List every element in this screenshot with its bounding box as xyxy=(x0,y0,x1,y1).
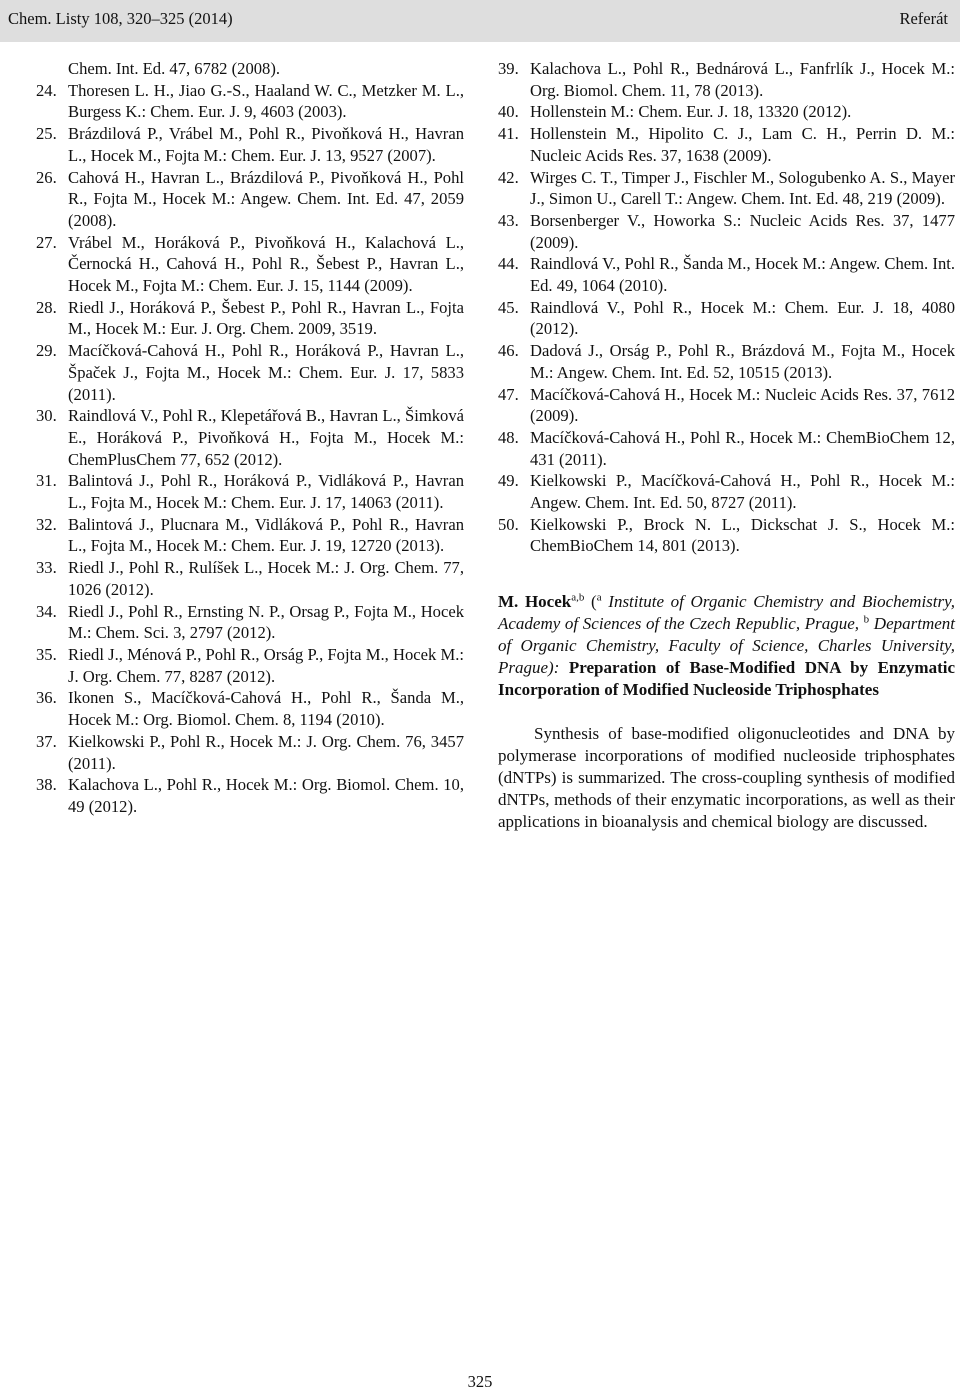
reference-number: 32. xyxy=(36,514,57,534)
reference-item xyxy=(36,58,464,80)
reference-text: Riedl J., Pohl R., Rulíšek L., Hocek M.: J. Org. Chem. 77, 1026 (2012). xyxy=(68,558,464,599)
reference-number: 33. xyxy=(36,558,57,578)
reference-text: Riedl J., Ménová P., Pohl R., Orság P., Fojta M., Hocek M.: J. Org. Chem. 77, 8287 (2012). xyxy=(68,644,464,686)
page-number: 325 xyxy=(467,1372,493,1391)
abstract-author: M. Hocek xyxy=(498,592,572,612)
reference-number: 49. xyxy=(498,471,519,491)
reference-number: 45. xyxy=(498,297,519,317)
reference-item xyxy=(36,557,464,600)
reference-text: Kalachova L., Pohl R., Bednárová L., Fanfrlík J., Hocek M.: Org. Biomol. Chem. 11, 78 (2013). xyxy=(530,59,955,100)
reference-number: 40. xyxy=(498,102,519,122)
section-label: Referát xyxy=(899,9,948,28)
reference-item xyxy=(36,297,464,340)
reference-number: 35. xyxy=(36,644,57,664)
reference-number: 43. xyxy=(498,210,519,230)
author-superscript: a,b xyxy=(571,591,585,604)
reference-text: Dadová J., Orság P., Pohl R., Brázdová M., Fojta M., Hocek M.: Angew. Chem. Int. Ed. 52, 10515 (2013). xyxy=(530,341,955,382)
reference-text: Chem. Int. Ed. 47, 6782 (2008). xyxy=(68,59,281,78)
reference-text: Kalachova L., Pohl R., Hocek M.: Org. Biomol. Chem. 10, 49 (2012). xyxy=(68,775,464,816)
reference-item xyxy=(498,58,955,101)
reference-text: Macíčková-Cahová H., Pohl R., Horáková P., Havran L., Špaček J., Fojta M., Hocek M.: Chem. Eur. J. 17, 5833 (2011). xyxy=(68,341,464,404)
affil-b-marker: b xyxy=(863,613,870,626)
reference-item xyxy=(498,340,955,383)
affiliation-b: Department of Organic Chemistry, Faculty of Science, Charles University, Prague): xyxy=(498,614,955,678)
reference-item xyxy=(36,123,464,166)
reference-item xyxy=(36,731,464,774)
journal-citation: Chem. Listy 108, 320–325 (2014) xyxy=(8,9,233,28)
right-column xyxy=(498,58,955,833)
reference-number: 42. xyxy=(498,167,519,187)
abstract-heading xyxy=(498,591,955,701)
left-reference-column xyxy=(36,58,464,818)
reference-item xyxy=(498,297,955,340)
reference-item xyxy=(498,167,955,210)
reference-text: Raindlová V., Pohl R., Šanda M., Hocek M.: Angew. Chem. Int. Ed. 49, 1064 (2010). xyxy=(530,254,955,296)
page-header xyxy=(0,0,960,42)
reference-item xyxy=(498,427,955,470)
reference-number: 26. xyxy=(36,167,57,187)
reference-item xyxy=(498,210,955,253)
reference-item xyxy=(36,514,464,557)
reference-item xyxy=(498,253,955,296)
reference-number: 37. xyxy=(36,731,57,751)
reference-text: Cahová H., Havran L., Brázdilová P., Pivoňková H., Pohl R., Fojta M., Hocek M.: Angew. Chem. Int. Ed. 47, 2059 (2008). xyxy=(68,167,464,230)
reference-number xyxy=(36,58,68,80)
reference-text: Borsenberger V., Howorka S.: Nucleic Acids Res. 37, 1477 (2009). xyxy=(530,210,955,252)
right-reference-list xyxy=(498,58,955,557)
reference-text: Kielkowski P., Macíčková-Cahová H., Pohl R., Hocek M.: Angew. Chem. Int. Ed. 50, 8727 (2011). xyxy=(530,471,955,513)
reference-number: 47. xyxy=(498,384,519,404)
reference-item xyxy=(498,384,955,427)
reference-number: 48. xyxy=(498,427,519,447)
reference-item xyxy=(36,687,464,730)
reference-item xyxy=(498,123,955,166)
reference-number: 30. xyxy=(36,406,57,426)
affiliation-a: Institute of Organic Chemistry and Biochemistry, Academy of Sciences of the Czech Republic, Prague, xyxy=(498,592,955,634)
reference-number: 38. xyxy=(36,775,57,795)
reference-number: 46. xyxy=(498,341,519,361)
reference-number: 39. xyxy=(498,59,519,78)
reference-item xyxy=(36,340,464,405)
reference-text: Macíčková-Cahová H., Pohl R., Hocek M.: ChemBioChem 12, 431 (2011). xyxy=(530,427,955,469)
reference-text: Raindlová V., Pohl R., Hocek M.: Chem. Eur. J. 18, 4080 (2012). xyxy=(530,297,955,339)
reference-item xyxy=(36,644,464,687)
abstract-text: Synthesis of base-modified oligonucleotides and DNA by polymerase incorporations of modified nucleoside triphosphates (dNTPs) is summarized. The cross-coupling synthesis of modified dNTPs, methods of their enzymatic incorporations, as well as their applications in bioanalysis and chemical biology are discussed. xyxy=(498,724,955,832)
reference-number: 41. xyxy=(498,124,519,144)
reference-item xyxy=(36,470,464,513)
reference-text: Balintová J., Plucnara M., Vidláková P., Pohl R., Havran L., Fojta M., Hocek M.: Chem. Eur. J. 19, 12720 (2013). xyxy=(68,514,464,556)
reference-number: 44. xyxy=(498,254,519,274)
reference-number: 34. xyxy=(36,601,57,621)
reference-number: 24. xyxy=(36,80,57,100)
reference-item xyxy=(36,405,464,470)
open-paren: ( xyxy=(584,592,597,612)
reference-number: 29. xyxy=(36,341,57,361)
reference-text: Macíčková-Cahová H., Hocek M.: Nucleic Acids Res. 37, 7612 (2009). xyxy=(530,384,955,426)
reference-text: Raindlová V., Pohl R., Klepetářová B., Havran L., Šimková E., Horáková P., Pivoňková H., Fojta M., Hocek M.: ChemPlusChem 77, 652 (2012). xyxy=(68,406,464,469)
affil-a-marker: a xyxy=(596,591,602,604)
reference-item xyxy=(36,232,464,297)
reference-text: Thoresen L. H., Jiao G.-S., Haaland W. C., Metzker M. L., Burgess K.: Chem. Eur. J. 9, 4603 (2003). xyxy=(68,80,464,122)
reference-text: Wirges C. T., Timper J., Fischler M., Sologubenko A. S., Mayer J., Simon U., Carell T.: Angew. Chem. Int. Ed. 48, 219 (2009). xyxy=(530,167,955,209)
reference-text: Hollenstein M.: Chem. Eur. J. 18, 13320 (2012). xyxy=(530,102,852,122)
abstract-title: Preparation of Base-Modified DNA by Enzymatic Incorporation of Modified Nucleoside Triphosphates xyxy=(498,658,955,700)
reference-item xyxy=(36,774,464,817)
reference-text: Ikonen S., Macíčková-Cahová H., Pohl R., Šanda M., Hocek M.: Org. Biomol. Chem. 8, 1194 (2010). xyxy=(68,688,464,730)
reference-text: Balintová J., Pohl R., Horáková P., Vidláková P., Havran L., Fojta M., Hocek M.: Chem. Eur. J. 17, 14063 (2011). xyxy=(68,471,464,513)
reference-text: Vrábel M., Horáková P., Pivoňková H., Kalachová L., Černocká H., Cahová H., Pohl R., Šebest P., Havran L., Hocek M., Fojta M.: Chem. Eur. J. 15, 1144 (2009). xyxy=(68,232,464,296)
reference-number: 28. xyxy=(36,297,57,317)
reference-text: Brázdilová P., Vrábel M., Pohl R., Pivoňková H., Havran L., Hocek M., Fojta M.: Chem. Eur. J. 13, 9527 (2007). xyxy=(68,124,464,165)
reference-number: 36. xyxy=(36,688,57,708)
reference-text: Kielkowski P., Pohl R., Hocek M.: J. Org. Chem. 76, 3457 (2011). xyxy=(68,731,464,773)
reference-item xyxy=(498,101,955,123)
reference-number: 25. xyxy=(36,124,57,144)
reference-number: 50. xyxy=(498,514,519,534)
reference-item xyxy=(36,601,464,644)
reference-text: Hollenstein M., Hipolito C. J., Lam C. H., Perrin D. M.: Nucleic Acids Res. 37, 1638 (2009). xyxy=(530,124,955,165)
reference-number: 31. xyxy=(36,471,57,491)
reference-item xyxy=(36,167,464,232)
reference-text: Riedl J., Pohl R., Ernsting N. P., Orsag P., Fojta M., Hocek M.: Chem. Sci. 3, 2797 (2012). xyxy=(68,601,464,643)
reference-item xyxy=(498,470,955,513)
reference-item xyxy=(36,80,464,123)
reference-text: Riedl J., Horáková P., Šebest P., Pohl R., Havran L., Fojta M., Hocek M.: Eur. J. Org. Chem. 2009, 3519. xyxy=(68,297,464,339)
reference-text: Kielkowski P., Brock N. L., Dickschat J. S., Hocek M.: ChemBioChem 14, 801 (2013). xyxy=(530,514,955,556)
reference-number: 27. xyxy=(36,232,57,252)
reference-item xyxy=(498,514,955,557)
